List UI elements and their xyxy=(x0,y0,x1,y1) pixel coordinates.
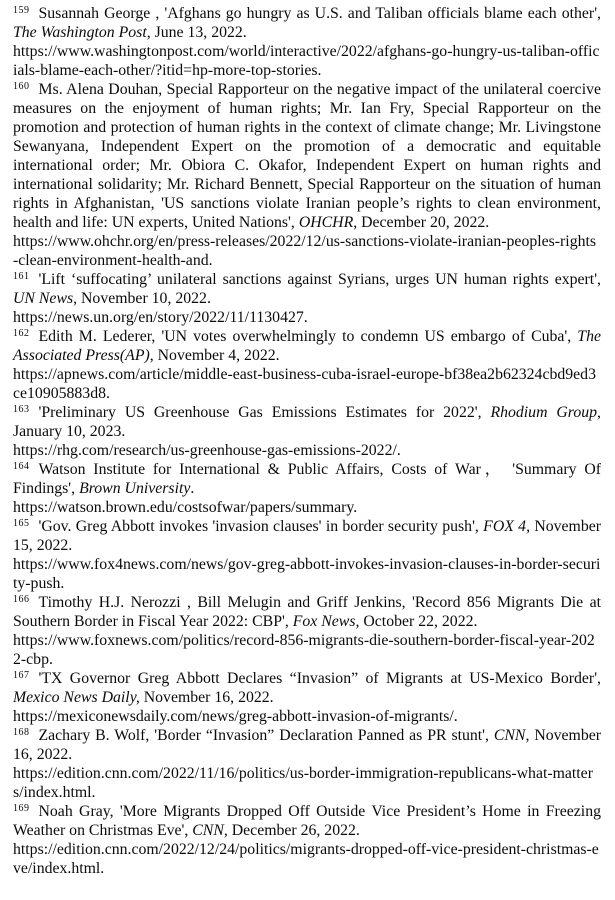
footnote-entry xyxy=(13,403,601,460)
footnote-entry xyxy=(13,802,601,878)
citation-text: December 20, 2022. xyxy=(357,214,490,231)
footnote-number: 168 xyxy=(13,727,30,738)
citation-text: Ms. Alena Douhan, Special Rapporteur on the negative impact of the unilateral coercive measures on the enjoyment of human rights; Mr. Ian Fry, Special Rapporteur on the promotion and protection of human rights in the context of climate change; Mr. Livingstone Sewanyana, Independent Expert on the promotion of a democratic and equitable international order; Mr. Obiora C. Okafor, Independent Expert on human rights and international solidarity; Mr. Richard Bennett, Special Rapporteur on the situation of human rights in Afghanistan, 'US sanctions violate Iranian people’s rights to clean environment, health and life: UN experts, United Nations', xyxy=(13,81,601,231)
citation-text: Timothy H.J. Nerozzi , Bill Melugin and Griff Jenkins, 'Record 856 Migrants Die at Southern Border in Fiscal Year 2022: CBP', xyxy=(13,594,601,630)
footnote-url: https://www.fox4news.com/news/gov-greg-abbott-invokes-invasion-clauses-in-border-security-push. xyxy=(13,556,601,592)
footnote-entry xyxy=(13,726,601,802)
footnote-url: https://mexiconewsdaily.com/news/greg-abbott-invasion-of-migrants/. xyxy=(13,708,458,725)
citation-source-name: OHCHR, xyxy=(298,214,358,231)
footnote-url: https://www.ohchr.org/en/press-releases/2022/12/us-sanctions-violate-iranian-peoples-rights-clean-environment-health-and. xyxy=(13,233,597,269)
citation-text: June 13, 2022. xyxy=(150,24,247,41)
citation-text: Susannah George , 'Afghans go hungry as U.S. and Taliban officials blame each other', xyxy=(38,5,601,22)
footnote-url: https://news.un.org/en/story/2022/11/1130427. xyxy=(13,309,308,326)
citation-text: November 16, 2022. xyxy=(139,689,274,706)
citation-text: November 16, 2022. xyxy=(13,727,601,763)
footnote-url: https://edition.cnn.com/2022/12/24/politics/migrants-dropped-off-vice-president-christmas-eve/index.html. xyxy=(13,841,599,877)
footnote-number: 163 xyxy=(13,404,30,415)
footnote-citation xyxy=(13,80,601,270)
citation-source-name: Rhodium Group xyxy=(490,404,598,421)
footnote-number: 164 xyxy=(13,461,30,472)
footnote-citation xyxy=(13,460,601,517)
citation-text: 'TX Governor Greg Abbott Declares “Invasion” of Migrants at US-Mexico Border', xyxy=(38,670,601,687)
citation-source-name: FOX 4, xyxy=(483,518,531,535)
citation-source-name: CNN, xyxy=(493,727,530,744)
footnote-number: 167 xyxy=(13,670,30,681)
footnote-citation xyxy=(13,327,601,403)
citation-source-name: The Washington Post, xyxy=(13,24,151,41)
footnote-citation xyxy=(13,669,601,726)
footnote-citation xyxy=(13,802,601,878)
citation-text: Edith M. Lederer, 'UN votes overwhelmingly to condemn US embargo of Cuba', xyxy=(38,328,578,345)
footnote-entry xyxy=(13,593,601,669)
citation-text: October 22, 2022. xyxy=(359,613,478,630)
footnote-url: https://apnews.com/article/middle-east-business-cuba-israel-europe-bf38ea2b62324cbd9ed3ce10905883d8. xyxy=(13,366,596,402)
footnote-number: 166 xyxy=(13,594,30,605)
footnote-citation xyxy=(13,726,601,802)
footnote-url: https://rhg.com/research/us-greenhouse-gas-emissions-2022/. xyxy=(13,442,401,459)
citation-text: 'Preliminary US Greenhouse Gas Emissions Estimates for 2022', xyxy=(38,404,491,421)
citation-text: . xyxy=(190,480,195,497)
footnote-citation xyxy=(13,270,601,327)
citation-text: 'Lift ‘suffocating’ unilateral sanctions against Syrians, urges UN human rights expert', xyxy=(38,271,601,288)
citation-text: , January 10, 2023. xyxy=(13,404,601,440)
citation-text: November 10, 2022. xyxy=(77,290,211,307)
footnote-url: https://edition.cnn.com/2022/11/16/politics/us-border-immigration-republicans-what-matters/index.html. xyxy=(13,765,593,801)
footnote-entry xyxy=(13,460,601,517)
footnote-number: 160 xyxy=(13,81,30,92)
citation-text: Watson Institute for International & Public Affairs, Costs of War， 'Summary Of Findings', xyxy=(13,461,601,497)
citation-text: Zachary B. Wolf, 'Border “Invasion” Declaration Panned as PR stunt', xyxy=(38,727,494,744)
footnote-url: https://www.foxnews.com/politics/record-856-migrants-die-southern-border-fiscal-year-2022-cbp. xyxy=(13,632,595,668)
citation-source-name: Mexico News Daily, xyxy=(13,689,140,706)
citation-text: Noah Gray, 'More Migrants Dropped Off Outside Vice President’s Home in Freezing Weather on Christmas Eve', xyxy=(13,803,601,839)
citation-source-name: Brown University xyxy=(79,480,191,497)
footnote-url: https://www.washingtonpost.com/world/interactive/2022/afghans-go-hungry-us-taliban-officials-blame-each-other/?itid=hp-more-top-stories. xyxy=(13,43,600,79)
footnote-number: 165 xyxy=(13,518,30,529)
footnote-entry xyxy=(13,327,601,403)
citation-source-name: CNN, xyxy=(192,822,228,839)
footnote-url: https://watson.brown.edu/costsofwar/papers/summary. xyxy=(13,499,358,516)
citation-text: 'Gov. Greg Abbott invokes 'invasion clauses' in border security push', xyxy=(38,518,484,535)
footnote-entry xyxy=(13,669,601,726)
footnote-entry xyxy=(13,80,601,270)
footnote-number: 162 xyxy=(13,328,30,339)
footnote-entry xyxy=(13,4,601,80)
citation-text: , November 4, 2022. xyxy=(149,347,280,364)
footnote-citation xyxy=(13,403,601,460)
footnote-citation xyxy=(13,593,601,669)
footnote-entry xyxy=(13,270,601,327)
footnote-number: 159 xyxy=(13,5,30,16)
citation-text: December 26, 2022. xyxy=(227,822,360,839)
footnote-entry xyxy=(13,517,601,593)
citation-source-name: Fox News, xyxy=(292,613,360,630)
footnotes-list xyxy=(13,4,601,878)
citation-source-name: UN News, xyxy=(13,290,78,307)
citation-source-name: The Associated Press(AP) xyxy=(13,328,601,364)
footnote-citation xyxy=(13,4,601,80)
footnote-number: 161 xyxy=(13,271,30,282)
footnote-citation xyxy=(13,517,601,593)
citation-text: November 15, 2022. xyxy=(13,518,602,554)
footnote-number: 169 xyxy=(13,803,30,814)
